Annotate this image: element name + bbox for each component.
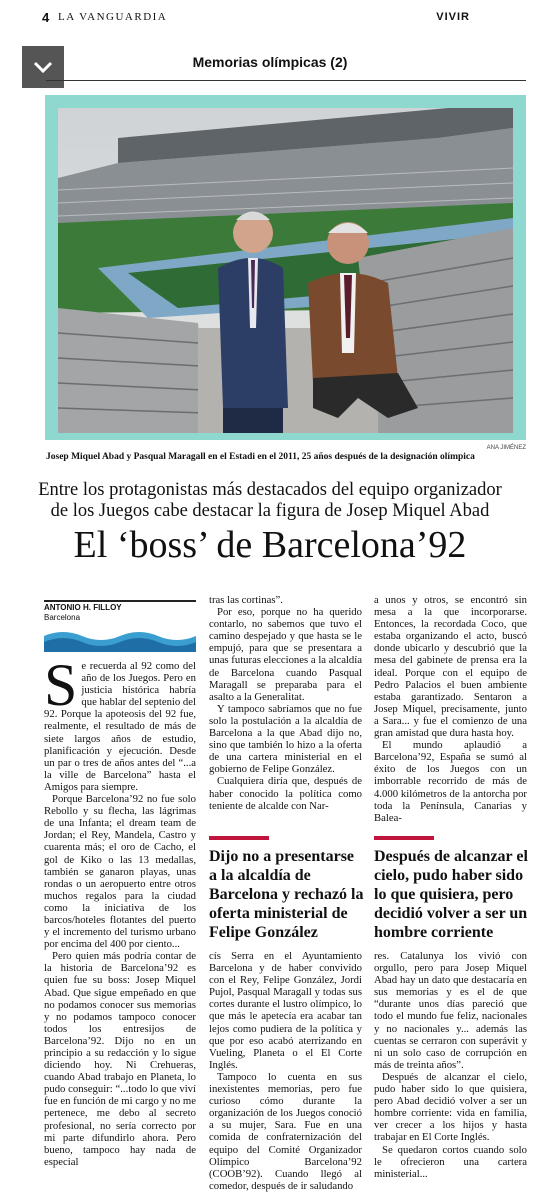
byline-rule: [44, 600, 196, 602]
photo-credit: ANA JIMÉNEZ: [486, 445, 526, 451]
photo-illustration: [58, 108, 513, 433]
publication-name: LA VANGUARDIA: [58, 11, 168, 23]
series-divider: [46, 80, 526, 81]
dateline-city: Barcelona: [44, 613, 81, 622]
paragraph: a unos y otros, se encontró sin mesa a la que incorporarse. Entonces, la recordada Coco, que estaba organizando el acto, buscó donde ubicarlo y descubrió que la mesa del gabinete de prensa era la ideal. Porque con el equipo de Pedro Palacios el buen ambiente estaba garantizado. Sentaron a Josep Miquel, precisamente, junto a Sara... y fue el comienzo de una gran amistad que dura hasta hoy.: [374, 594, 527, 740]
paragraph: Pero quien más podría contar de la historia de Barcelona’92 es quien fue su boss: Josep Miquel Abad. Que sigue empeñado en que no podamos conocer sus memorias y no podamos tampoco conocer todos los entresijos de Barcelona’92. Dijo no en un principio a su redacción y lo sigue diciendo hoy. Ni Crehueras, cuando Abad trabajo en Planeta, lo pudo conseguir: “...todo lo que viví fue en función de mi cargo y no me pertenece, me debo al secreto profesional, no sería correcto por mi parte difundirlo ahora. Pero bueno, tampoco hay nada de especial: [44, 950, 196, 1168]
section-name: VIVIR: [436, 11, 470, 23]
author-name: ANTONIO H. FILLOY: [44, 603, 122, 612]
article-headline: El ‘boss’ de Barcelona’92: [73, 524, 467, 566]
paragraph: cís Serra en el Ayuntamiento Barcelona y de haber convivido con el Rey, Felipe González, Jordi Pujol, Pasqual Maragall y todas sus cortes durante el lustro olímpico, lo que más le apetecía era acabar tan lejos como pudiera de la política y que por eso acabó aterrizando en Vueling, Planeta o el El Corte Inglés.: [209, 950, 362, 1071]
paragraph: Se recuerda al 92 como del año de los Juegos. Pero en justicia histórica habría que hablar del septenio del 92. Porque la apoteosis del 92 fue, realmente, el resultado de más de siete largos años de estudio, planificación y ejecución. Desde un par o tres de años antes del “...a la ville de Barcelona” hasta el Amigos para siempre.: [44, 652, 196, 793]
article-column-3-top: [374, 594, 527, 824]
article-subhead: Entre los protagonistas más destacados del equipo organizador de los Juegos cabe destacar la figura de Josep Miquel Abad: [38, 480, 502, 521]
page-header: [0, 0, 540, 40]
pull-quote-rule: [209, 836, 269, 840]
paragraph: Después de alcanzar el cielo, pudo haber sido lo que quisiera, pero Abad decidió volver a ser un hombre corriente: vida en familia, ver crecer a los hijos y hasta trabajar en El Corte Inglés.: [374, 1070, 527, 1144]
pull-quote-rule: [374, 836, 434, 840]
article-column-2-bottom: [209, 950, 362, 1192]
page-number: 4: [42, 10, 50, 25]
paragraph: Cualquiera diría que, después de haber conocido la política como teniente de alcalde con Nar-: [209, 775, 362, 812]
dropcap: S: [44, 652, 78, 718]
stadium-photo: [58, 108, 513, 433]
article-column-3-bottom: [374, 950, 527, 1180]
pull-quote-2: Después de alcanzar el cielo, pudo haber sido lo que quisiera, pero decidió volver a ser un hombre corriente: [374, 848, 528, 941]
article-column-1: [44, 652, 196, 1168]
pull-quote-1: Dijo no a presentarse a la alcaldía de Barcelona y rechazó la oferta ministerial de Felipe González: [209, 848, 364, 941]
paragraph: res. Catalunya los vivió con orgullo, pero para Josep Miquel Abad hay un dato que destacaría en sus memorias y es el de que “durante unos días pareció que todo el mundo fue feliz, nacionales y no nacionales y... además las cuentas se cerraron con superávit y ni un solo caso de corrupción en más de treinta años”.: [374, 950, 527, 1071]
paragraph: tras las cortinas”.: [209, 594, 283, 606]
article-column-2-top: [209, 594, 362, 812]
series-title: Memorias olímpicas (2): [192, 54, 348, 70]
waves-decoration: [44, 624, 196, 652]
paragraph: El mundo aplaudió a Barcelona’92, España se sumó al éxito de los Juegos con un imborrable recorrido de más de 4.000 kilómetros de la antorcha por toda la Península, Canarias y Balea-: [374, 739, 527, 824]
paragraph: Por eso, porque no ha querido contarlo, no sabemos que tuvo el camino despejado y que hasta se le empujó, para que se presentara a unas futuras elecciones a la alcaldía de Barcelona cuando Pasqual Maragall se preparaba para el asalto a la Generalitat.: [209, 606, 362, 703]
paragraph: Se quedaron cortos cuando solo le ofrecieron una cartera ministerial...: [374, 1143, 527, 1180]
paragraph: Y tampoco sabríamos que no fue solo la postulación a la alcaldía de Barcelona a la que Abad dijo no, sino que también lo hizo a la oferta de una cartera ministerial en el gobierno de Felipe González.: [209, 702, 362, 776]
paragraph: Porque Barcelona’92 no fue solo Rebollo y su flecha, las lágrimas de una Infanta; el dream team de Jordan; el Rey, Mandela, Castro y cuarenta más; el oro de Cacho, el gol de Kiko o las 13 medallas, también se ganaron playas, unas rondas o un aeropuerto entre otros muchos regalos para la ciudad como la iniciativa de los barcos/hoteles flotantes del puerto y el incremento del turismo urbano por encima del 400 por ciento...: [44, 793, 196, 951]
photo-caption: Josep Miquel Abad y Pasqual Maragall en el Estadi en el 2011, 25 años después de la designación olímpica: [46, 452, 475, 462]
paragraph: Tampoco lo cuenta en sus inexistentes memorias, pero fue curioso cómo durante la organización de los Juegos conoció a su mujer, Sara. Fue en una comida de confraternización del equipo del Comité Organizador Olímpico Barcelona’92 (COOB’92). Cuando llegó al comedor, después de ir saludando: [209, 1070, 362, 1192]
